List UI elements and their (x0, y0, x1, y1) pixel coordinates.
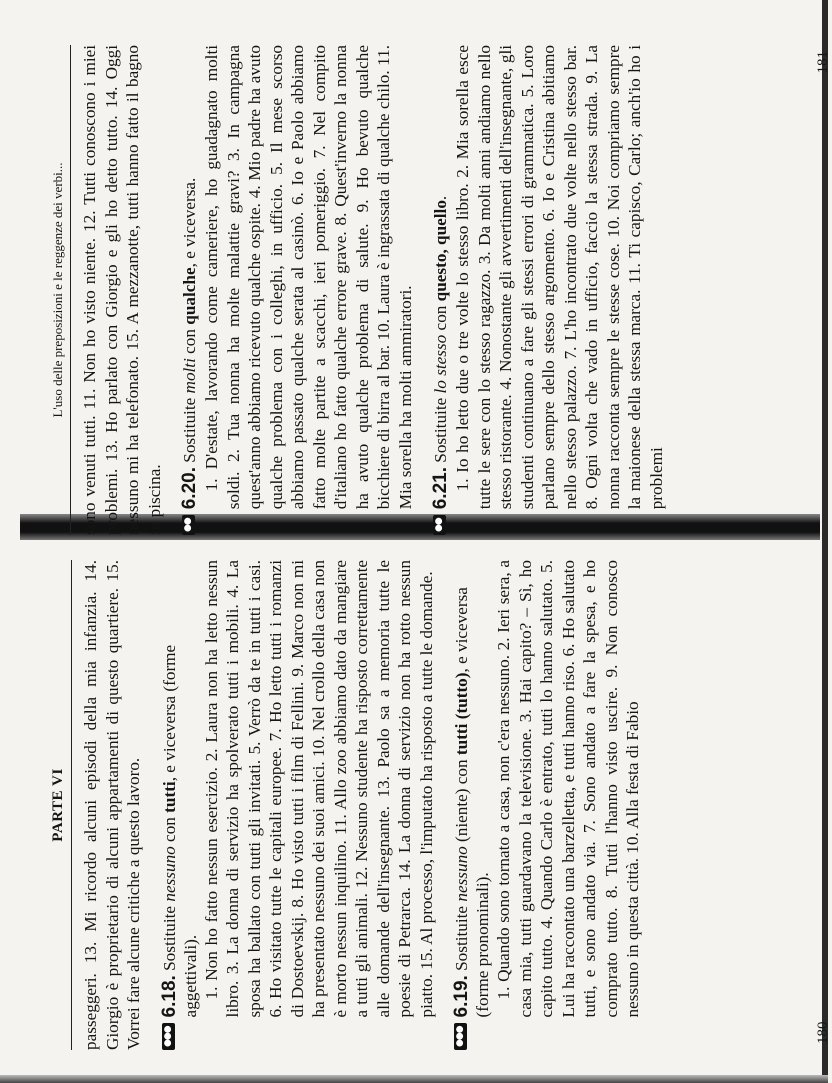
exercise-instruction (430, 45, 452, 509)
exercise-6-21 (430, 45, 667, 535)
instr-bold: tutti (159, 781, 179, 813)
exercise-number: 6.19. (451, 975, 472, 1018)
running-head: PARTE VI (50, 560, 72, 1050)
running-head: L'uso delle preposizioni e le reggenze dei verbi... (50, 45, 71, 535)
exercise-number: 6.18. (158, 975, 180, 1018)
intro-text (80, 560, 145, 1050)
instr-text: Sostituite (431, 393, 450, 468)
continuation-text: passeggeri. 13. Mi ricordo alcuni episodi della mia infanzia. 14. Giorgio è proprietario di alcuni appartamenti di questo quartiere. 15. Vorrei fare alcune critiche a questo lavoro. (81, 560, 143, 1050)
exercise-text: 1. Io ho letto due o tre volte lo stesso libro. 2. Mia sorella esce tutte le sere con lo stesso ragazzo. 3. Da molti anni andiamo nello stesso ristorante. 4. Nonostante gli avvertimenti dell'insegnante, gli studenti continuano a fare gli stessi errori di grammatica. 5. Loro parlano sempre dello stesso argomento. 6. Io e Cristina abitiamo nello stesso palazzo. 7. L'ho incontrato due volte nello stesso bar. 8. Ogni volta che vado in ufficio, faccio la stessa strada. 9. La nonna racconta sempre le stesse cose. 10. Noi compriamo sempre la maionese della stessa marca. 11. Ti capisco, Carlo; anch'io ho i problemi (453, 45, 666, 510)
page-number: 181 (815, 51, 831, 74)
instr-text: , e viceversa. (180, 177, 199, 268)
instr-italic: nessuno (159, 846, 179, 902)
instr-bold: tutti (tutto) (452, 672, 471, 756)
instr-italic: nessuno (452, 846, 471, 902)
exercise-6-20 (179, 45, 416, 535)
intro-text (79, 45, 165, 535)
instr-text: , e viceversa (forme pronominali). (452, 587, 492, 1018)
scan-edge-right (822, 0, 828, 1083)
difficulty-badge-icon: ●● (182, 515, 195, 535)
instr-text: . (431, 195, 450, 201)
instr-bold: qualche (180, 267, 199, 325)
exercise-number: 6.21. (430, 467, 451, 510)
instr-text: Sostituite (180, 393, 199, 468)
exercise-instruction (159, 560, 201, 1017)
exercise-instruction (179, 45, 201, 509)
instr-text: Sostituite (159, 901, 179, 976)
page-180 (50, 560, 831, 1050)
page-number: 180 (815, 1021, 831, 1044)
exercise-text: 1. Non ho fatto nessun esercizio. 2. Laura non ha letto nessun libro. 3. La donna di servizio ha spolverato tutti i mobili. 4. La sposa ha ballato con tutti gli invitati. 5. Verrò da te in tutti i casi. 6. Ho visitato tutte le capitali europee. 7. Ho letto tutti i romanzi di Dostoevskij. 8. Ho visto tutti i film di Fellini. 9. Marco non mi ha presentato nessuno dei suoi amici. 10. Nel crollo della casa non è morto nessun inquilino. 11. Allo zoo abbiamo dato da mangiare a tutti gli animali. 12. Nessuno studente ha risposto correttamente alle domande dell'insegnante. 13. Paolo sa a memoria tutte le poesie di Petrarca. 14. La donna di servizio non ha rotto nessun piatto. 15. Al processo, l'imputato ha risposto a tutte le domande. (201, 560, 436, 1018)
difficulty-badge-icon: ●●● (454, 1023, 467, 1050)
instr-text: , e viceversa (forme aggettivali). (159, 644, 200, 1018)
exercise-instruction (451, 560, 493, 1017)
exercise-6-18 (159, 560, 438, 1050)
instr-text: (niente) con (452, 755, 471, 847)
difficulty-badge-icon: ●●● (162, 1023, 175, 1050)
instr-italic: lo stesso (431, 334, 450, 394)
instr-text: Sostituite (452, 901, 471, 976)
scan-edge-bottom (0, 1075, 828, 1083)
exercise-6-19 (451, 560, 644, 1050)
page-181 (50, 45, 831, 535)
instr-text: con (180, 324, 199, 359)
instr-bold: questo, quello (431, 200, 450, 302)
instr-italic: molti (180, 358, 199, 394)
instr-text: con (159, 812, 179, 847)
continuation-text: sono venuti tutti. 11. Non ho visto niente. 12. Tutti conoscono i miei problemi. 13. Ho parlato con Giorgio e gli ho detto tutto. 14. Oggi nessuno mi ha telefonato. 15. A mezzanotte, tutti hanno fatto il bagno in piscina. (80, 45, 164, 535)
instr-text: con (431, 301, 450, 335)
exercise-number: 6.20. (179, 467, 200, 510)
difficulty-badge-icon: ●● (433, 515, 446, 535)
exercise-text: 1. D'estate, lavorando come cameriere, ho guadagnato molti soldi. 2. Tua nonna ha molte malattie gravi? 3. In campagna quest'anno abbiamo ricevuto qualche ospite. 4. Mio padre ha avuto qualche problema con i colleghi, in ufficio. 5. Il mese scorso abbiamo passato qualche serata al casinò. 6. Io e Paolo abbiamo fatto molte partite a scacchi, ieri pomeriggio. 7. Nel compito d'italiano ho fatto qualche errore grave. 8. Quest'inverno la nonna ha avuto qualche problema di salute. 9. Ho bevuto qualche bicchiere di birra al bar. 10. Laura è ingrassata di qualche chilo. 11. Mia sorella ha molti ammiratori. (202, 45, 415, 510)
exercise-text: 1. Quando sono tornato a casa, non c'era nessuno. 2. Ieri sera, a casa mia, tutti guardavano la televisione. 3. Hai capito? – Sì, ho capito tutto. 4. Quando Carlo è entrato, tutti lo hanno salutato. 5. Lui ha raccontato una barzelletta, e tutti hanno riso. 6. Ho salutato tutti, e sono andato via. 7. Sono andato a fare la spesa, e ho comprato tutto. 8. Tutti l'hanno visto uscire. 9. Non conosco nessuno in questa città. 10. Alla festa di Fabio (494, 560, 642, 1018)
